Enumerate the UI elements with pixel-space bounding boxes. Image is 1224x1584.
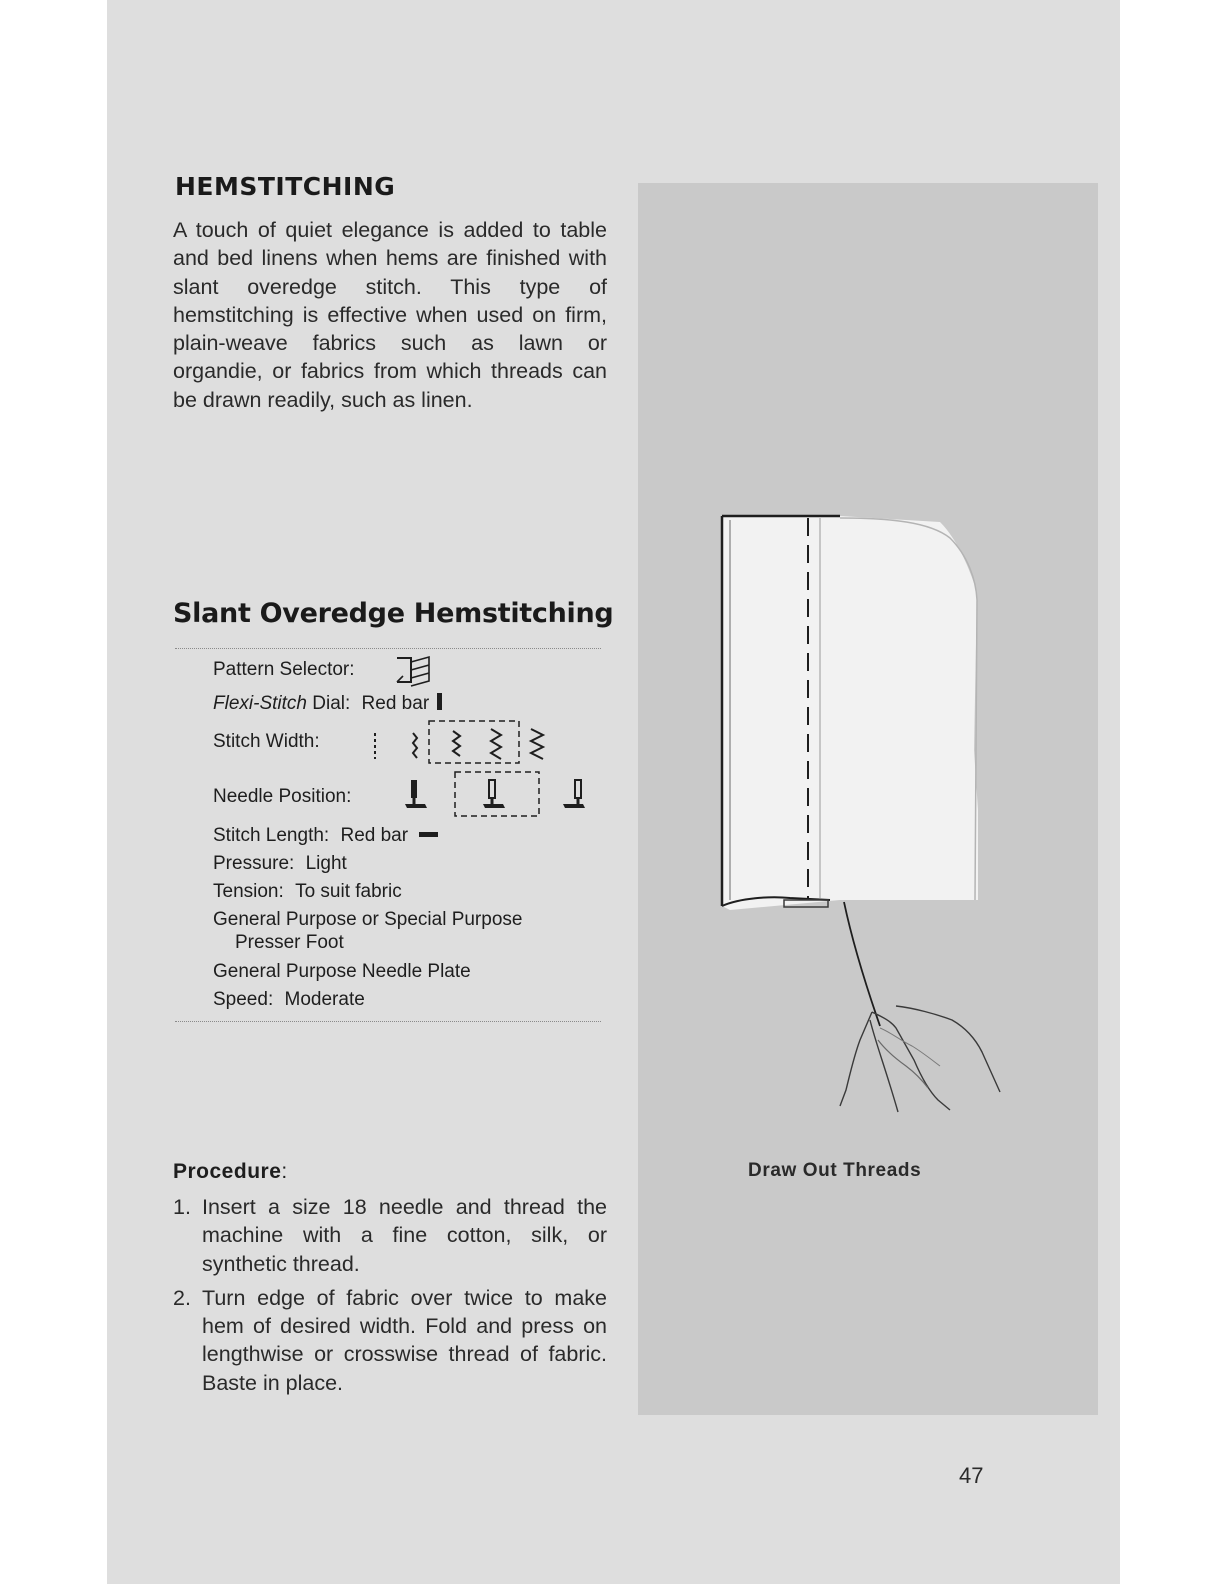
pressure-value: Light xyxy=(305,853,347,874)
step-text: Turn edge of fabric over twice to make hem of desired width. Fold and press on lengthwise or crosswise thread of fabric. Baste in place. xyxy=(202,1285,607,1395)
speed-row xyxy=(213,989,365,1011)
pattern-selector-row xyxy=(213,659,355,681)
tension-value: To suit fabric xyxy=(295,881,402,902)
needle-plate-row: General Purpose Needle Plate xyxy=(213,961,471,982)
tension-row xyxy=(213,881,402,903)
procedure-steps xyxy=(173,1193,607,1403)
tension-label: Tension: xyxy=(213,881,284,902)
figure-caption: Draw Out Threads xyxy=(748,1160,922,1181)
needle-position-row xyxy=(213,786,351,808)
pattern-selector-icon xyxy=(393,652,441,690)
red-bar-horizontal-icon xyxy=(419,831,439,839)
needle-position-label: Needle Position: xyxy=(213,786,352,807)
stitch-width-row xyxy=(213,731,320,753)
procedure-title: Procedure: xyxy=(173,1160,288,1183)
presser-foot-line1: General Purpose or Special Purpose xyxy=(213,909,523,930)
procedure-title-text: Procedure xyxy=(173,1160,282,1183)
red-bar-vertical-icon xyxy=(437,693,443,711)
flexi-stitch-label: Flexi-Stitch xyxy=(213,693,307,714)
intro-paragraph: A touch of quiet elegance is added to table and bed linens when hems are finished with slant overedge stitch. This type of hemstitching is effective when used on firm, plain-weave fabrics such as lawn or organdie, or fabrics from which threads can be drawn readily, such as linen. xyxy=(173,218,607,412)
needle-position-icon xyxy=(403,770,593,822)
flexi-dial-label: Dial: xyxy=(312,693,351,714)
sub-title: Slant Overedge Hemstitching xyxy=(173,598,614,629)
pattern-selector-label: Pattern Selector: xyxy=(213,659,355,680)
stitch-length-label: Stitch Length: xyxy=(213,825,330,846)
draw-out-threads-illustration xyxy=(700,500,1020,1140)
procedure-step xyxy=(173,1284,607,1397)
pressure-row xyxy=(213,853,347,875)
pressure-label: Pressure: xyxy=(213,853,295,874)
stitch-length-value: Red bar xyxy=(340,825,409,846)
flexi-dial-value: Red bar xyxy=(361,693,430,714)
top-divider xyxy=(175,648,601,649)
presser-foot-line2: Presser Foot xyxy=(235,932,344,953)
speed-value: Moderate xyxy=(284,989,365,1010)
step-number: 1. xyxy=(173,1195,191,1219)
stitch-width-icon xyxy=(369,719,549,769)
section-title: HEMSTITCHING xyxy=(175,172,396,201)
stitch-width-label: Stitch Width: xyxy=(213,731,320,752)
page-number: 47 xyxy=(959,1463,984,1488)
step-text: Insert a size 18 needle and thread the machine with a fine cotton, silk, or synthetic thread. xyxy=(202,1195,607,1276)
procedure-step xyxy=(173,1193,607,1278)
bottom-divider xyxy=(175,1021,601,1022)
stitch-length-row xyxy=(213,825,439,847)
step-number: 2. xyxy=(173,1285,191,1310)
flexi-stitch-row xyxy=(213,693,443,715)
speed-label: Speed: xyxy=(213,989,274,1010)
